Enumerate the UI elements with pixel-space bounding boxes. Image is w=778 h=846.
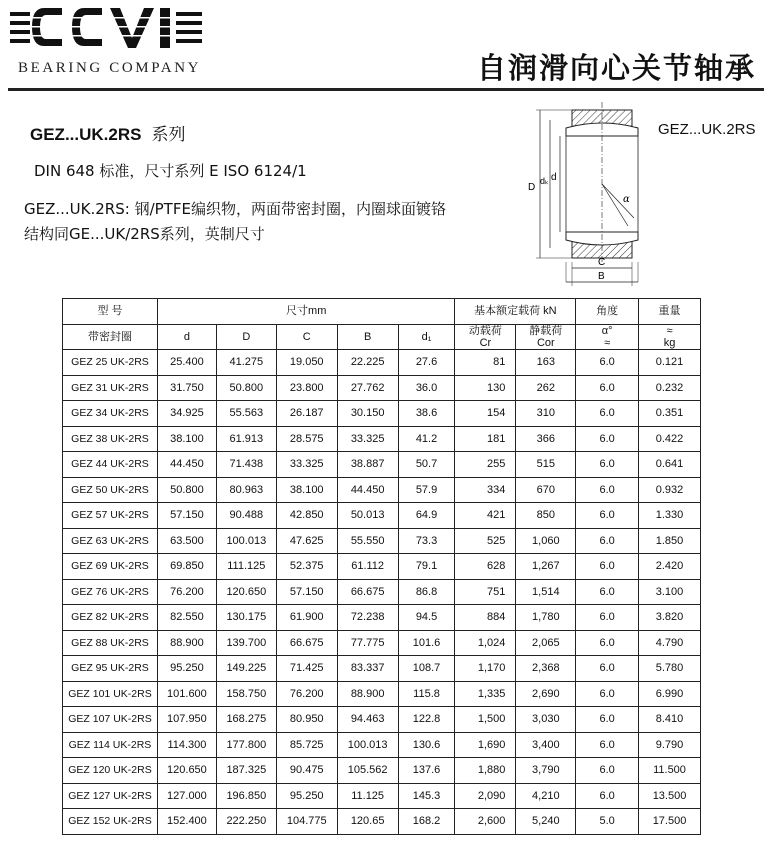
cell-weight: 0.351 xyxy=(639,401,701,427)
cell-weight: 13.500 xyxy=(639,783,701,809)
cell-angle: 5.0 xyxy=(576,809,639,835)
cell-model: GEZ 76 UK-2RS xyxy=(63,579,158,605)
cell-C: 104.775 xyxy=(276,809,337,835)
header-divider xyxy=(8,88,764,91)
label-D: D xyxy=(528,182,536,193)
cell-cr: 525 xyxy=(455,528,516,554)
cell-weight: 3.820 xyxy=(639,605,701,631)
cell-angle: 6.0 xyxy=(576,656,639,682)
cell-model: GEZ 34 UK-2RS xyxy=(63,401,158,427)
cell-d1: 36.0 xyxy=(398,375,455,401)
cell-weight: 2.420 xyxy=(639,554,701,580)
label-B: B xyxy=(598,271,605,282)
cell-cr: 130 xyxy=(455,375,516,401)
cell-D: 139.700 xyxy=(216,630,276,656)
cell-cr: 255 xyxy=(455,452,516,478)
cell-d1: 94.5 xyxy=(398,605,455,631)
cell-cor: 4,210 xyxy=(516,783,576,809)
cell-d1: 73.3 xyxy=(398,528,455,554)
cell-d: 120.650 xyxy=(157,758,216,784)
cell-cor: 1,514 xyxy=(516,579,576,605)
header-cr-symbol: Cr xyxy=(479,336,492,349)
cell-cr: 1,170 xyxy=(455,656,516,682)
cell-d: 76.200 xyxy=(157,579,216,605)
cell-weight: 11.500 xyxy=(639,758,701,784)
table-row xyxy=(63,503,701,529)
header-weight: 重量 xyxy=(639,299,701,325)
cell-angle: 6.0 xyxy=(576,401,639,427)
standard-line: DIN 648 标准，尺寸系列 E ISO 6124/1 xyxy=(34,162,307,180)
cell-B: 30.150 xyxy=(337,401,398,427)
cell-model: GEZ 114 UK-2RS xyxy=(63,732,158,758)
table-row xyxy=(63,809,701,835)
header-weight-approx: ≈ xyxy=(666,324,673,337)
cell-cr: 334 xyxy=(455,477,516,503)
cell-cor: 670 xyxy=(516,477,576,503)
cell-model: GEZ 25 UK-2RS xyxy=(63,350,158,376)
header-B: B xyxy=(337,324,398,350)
header-C: C xyxy=(276,324,337,350)
cell-D: 222.250 xyxy=(216,809,276,835)
cell-cor: 2,368 xyxy=(516,656,576,682)
cell-B: 105.562 xyxy=(337,758,398,784)
cell-weight: 3.100 xyxy=(639,579,701,605)
cell-model: GEZ 82 UK-2RS xyxy=(63,605,158,631)
cell-B: 38.887 xyxy=(337,452,398,478)
cell-B: 33.325 xyxy=(337,426,398,452)
cell-d: 101.600 xyxy=(157,681,216,707)
header-weight-kg: kg xyxy=(663,336,676,349)
cell-model: GEZ 38 UK-2RS xyxy=(63,426,158,452)
cell-d: 57.150 xyxy=(157,503,216,529)
header-static-load xyxy=(516,324,576,350)
cell-D: 177.800 xyxy=(216,732,276,758)
table-row xyxy=(63,732,701,758)
cell-weight: 6.990 xyxy=(639,681,701,707)
cell-d: 127.000 xyxy=(157,783,216,809)
cell-weight: 1.850 xyxy=(639,528,701,554)
cell-d1: 86.8 xyxy=(398,579,455,605)
cell-cr: 884 xyxy=(455,605,516,631)
series-code: GEZ...UK.2RS xyxy=(30,125,142,144)
cell-D: 158.750 xyxy=(216,681,276,707)
cell-cor: 1,780 xyxy=(516,605,576,631)
cell-model: GEZ 50 UK-2RS xyxy=(63,477,158,503)
cell-D: 71.438 xyxy=(216,452,276,478)
cell-angle: 6.0 xyxy=(576,528,639,554)
cell-cr: 2,600 xyxy=(455,809,516,835)
cell-model: GEZ 120 UK-2RS xyxy=(63,758,158,784)
cell-weight: 0.422 xyxy=(639,426,701,452)
cell-angle: 6.0 xyxy=(576,375,639,401)
cell-C: 26.187 xyxy=(276,401,337,427)
cell-cr: 181 xyxy=(455,426,516,452)
cell-angle: 6.0 xyxy=(576,605,639,631)
cell-model: GEZ 101 UK-2RS xyxy=(63,681,158,707)
cell-D: 50.800 xyxy=(216,375,276,401)
ccvi-logo xyxy=(10,4,220,50)
cell-B: 88.900 xyxy=(337,681,398,707)
cell-d1: 137.6 xyxy=(398,758,455,784)
table-row xyxy=(63,758,701,784)
cell-C: 66.675 xyxy=(276,630,337,656)
cell-cor: 515 xyxy=(516,452,576,478)
cell-model: GEZ 69 UK-2RS xyxy=(63,554,158,580)
cell-d1: 38.6 xyxy=(398,401,455,427)
cell-cr: 81 xyxy=(455,350,516,376)
cell-angle: 6.0 xyxy=(576,350,639,376)
cell-d1: 64.9 xyxy=(398,503,455,529)
series-suffix: 系列 xyxy=(151,125,186,145)
cell-weight: 8.410 xyxy=(639,707,701,733)
cell-B: 11.125 xyxy=(337,783,398,809)
cell-cr: 421 xyxy=(455,503,516,529)
cell-model: GEZ 57 UK-2RS xyxy=(63,503,158,529)
cell-cor: 3,030 xyxy=(516,707,576,733)
cell-cor: 3,400 xyxy=(516,732,576,758)
cell-d1: 115.8 xyxy=(398,681,455,707)
cell-cr: 2,090 xyxy=(455,783,516,809)
header-cor-symbol: Cor xyxy=(536,336,555,349)
cell-d: 50.800 xyxy=(157,477,216,503)
label-d: d xyxy=(551,172,557,183)
cell-D: 90.488 xyxy=(216,503,276,529)
table-row xyxy=(63,528,701,554)
specification-table-body xyxy=(63,350,701,835)
cell-angle: 6.0 xyxy=(576,503,639,529)
cell-cor: 1,060 xyxy=(516,528,576,554)
header-angle: 角度 xyxy=(576,299,639,325)
cell-d: 69.850 xyxy=(157,554,216,580)
cell-d: 63.500 xyxy=(157,528,216,554)
cell-d1: 79.1 xyxy=(398,554,455,580)
cell-D: 168.275 xyxy=(216,707,276,733)
header-size: 尺寸mm xyxy=(157,299,455,325)
cell-C: 61.900 xyxy=(276,605,337,631)
cell-weight: 0.641 xyxy=(639,452,701,478)
cell-cor: 2,690 xyxy=(516,681,576,707)
cell-C: 80.950 xyxy=(276,707,337,733)
header-angle-symbol: α° xyxy=(601,324,613,337)
cell-angle: 6.0 xyxy=(576,732,639,758)
table-row xyxy=(63,630,701,656)
cell-C: 90.475 xyxy=(276,758,337,784)
table-row xyxy=(63,656,701,682)
cell-model: GEZ 63 UK-2RS xyxy=(63,528,158,554)
cell-angle: 6.0 xyxy=(576,426,639,452)
cell-cr: 1,335 xyxy=(455,681,516,707)
table-row xyxy=(63,426,701,452)
cell-D: 130.175 xyxy=(216,605,276,631)
cell-cr: 1,880 xyxy=(455,758,516,784)
table-row xyxy=(63,707,701,733)
cell-d1: 108.7 xyxy=(398,656,455,682)
cell-B: 61.112 xyxy=(337,554,398,580)
cell-B: 83.337 xyxy=(337,656,398,682)
table-row xyxy=(63,579,701,605)
header-cr-label: 动载荷 xyxy=(468,324,502,337)
cell-cor: 1,267 xyxy=(516,554,576,580)
cell-d1: 101.6 xyxy=(398,630,455,656)
cell-d: 95.250 xyxy=(157,656,216,682)
cell-B: 77.775 xyxy=(337,630,398,656)
cell-C: 23.800 xyxy=(276,375,337,401)
description-line: GEZ...UK.2RS: 钢/PTFE编织物，两面带密封圈，内圈球面镀铬 xyxy=(24,200,446,218)
cell-d: 88.900 xyxy=(157,630,216,656)
cell-C: 19.050 xyxy=(276,350,337,376)
cell-cr: 751 xyxy=(455,579,516,605)
table-row xyxy=(63,605,701,631)
cell-cr: 1,690 xyxy=(455,732,516,758)
cell-cor: 2,065 xyxy=(516,630,576,656)
cell-C: 33.325 xyxy=(276,452,337,478)
cell-B: 50.013 xyxy=(337,503,398,529)
cell-model: GEZ 88 UK-2RS xyxy=(63,630,158,656)
header-sealed: 带密封圈 xyxy=(63,324,158,350)
cell-angle: 6.0 xyxy=(576,630,639,656)
series-heading xyxy=(30,120,185,145)
cell-B: 100.013 xyxy=(337,732,398,758)
cell-angle: 6.0 xyxy=(576,579,639,605)
cell-angle: 6.0 xyxy=(576,554,639,580)
cell-model: GEZ 127 UK-2RS xyxy=(63,783,158,809)
cell-d: 107.950 xyxy=(157,707,216,733)
cell-B: 44.450 xyxy=(337,477,398,503)
cell-d1: 168.2 xyxy=(398,809,455,835)
specification-table xyxy=(62,298,701,835)
cell-model: GEZ 107 UK-2RS xyxy=(63,707,158,733)
header-D: D xyxy=(216,324,276,350)
cell-cr: 1,500 xyxy=(455,707,516,733)
cell-d1: 145.3 xyxy=(398,783,455,809)
header-angle-unit xyxy=(576,324,639,350)
cell-d1: 50.7 xyxy=(398,452,455,478)
cell-B: 94.463 xyxy=(337,707,398,733)
cell-D: 41.275 xyxy=(216,350,276,376)
cell-cor: 850 xyxy=(516,503,576,529)
header-load: 基本额定载荷 kN xyxy=(455,299,576,325)
cell-C: 42.850 xyxy=(276,503,337,529)
label-alpha: α xyxy=(623,194,630,205)
cell-D: 149.225 xyxy=(216,656,276,682)
cell-cor: 3,790 xyxy=(516,758,576,784)
cell-weight: 17.500 xyxy=(639,809,701,835)
table-row xyxy=(63,350,701,376)
table-row xyxy=(63,477,701,503)
cell-model: GEZ 44 UK-2RS xyxy=(63,452,158,478)
cell-C: 38.100 xyxy=(276,477,337,503)
cell-D: 120.650 xyxy=(216,579,276,605)
cell-C: 71.425 xyxy=(276,656,337,682)
cell-d1: 57.9 xyxy=(398,477,455,503)
cell-B: 72.238 xyxy=(337,605,398,631)
cell-d: 25.400 xyxy=(157,350,216,376)
header-model: 型 号 xyxy=(63,299,158,325)
cell-D: 55.563 xyxy=(216,401,276,427)
cell-angle: 6.0 xyxy=(576,681,639,707)
cell-cr: 1,024 xyxy=(455,630,516,656)
table-row xyxy=(63,783,701,809)
cell-D: 100.013 xyxy=(216,528,276,554)
cell-B: 22.225 xyxy=(337,350,398,376)
cell-cor: 262 xyxy=(516,375,576,401)
cell-weight: 9.790 xyxy=(639,732,701,758)
cell-angle: 6.0 xyxy=(576,707,639,733)
cell-C: 76.200 xyxy=(276,681,337,707)
cell-d1: 27.6 xyxy=(398,350,455,376)
cell-weight: 0.932 xyxy=(639,477,701,503)
header-cor-label: 静载荷 xyxy=(529,324,563,337)
cell-C: 28.575 xyxy=(276,426,337,452)
header-d: d xyxy=(157,324,216,350)
cell-weight: 4.790 xyxy=(639,630,701,656)
cell-C: 85.725 xyxy=(276,732,337,758)
cell-d1: 130.6 xyxy=(398,732,455,758)
cell-d: 82.550 xyxy=(157,605,216,631)
cell-model: GEZ 31 UK-2RS xyxy=(63,375,158,401)
cell-cor: 366 xyxy=(516,426,576,452)
cell-d1: 122.8 xyxy=(398,707,455,733)
cell-cr: 154 xyxy=(455,401,516,427)
cell-weight: 0.121 xyxy=(639,350,701,376)
header-weight-unit xyxy=(639,324,701,350)
cell-B: 120.65 xyxy=(337,809,398,835)
cell-cr: 628 xyxy=(455,554,516,580)
cell-angle: 6.0 xyxy=(576,477,639,503)
cell-B: 55.550 xyxy=(337,528,398,554)
cell-C: 57.150 xyxy=(276,579,337,605)
cell-B: 27.762 xyxy=(337,375,398,401)
table-row xyxy=(63,401,701,427)
header-d1: d₁ xyxy=(398,324,455,350)
cell-weight: 0.232 xyxy=(639,375,701,401)
company-name: BEARING COMPANY xyxy=(18,60,202,76)
cell-D: 61.913 xyxy=(216,426,276,452)
label-C: C xyxy=(598,257,606,268)
cell-angle: 6.0 xyxy=(576,758,639,784)
header-dynamic-load xyxy=(455,324,516,350)
cell-D: 187.325 xyxy=(216,758,276,784)
cell-C: 52.375 xyxy=(276,554,337,580)
cell-d: 152.400 xyxy=(157,809,216,835)
page-title: 自润滑向心关节轴承 xyxy=(476,51,756,85)
cell-C: 95.250 xyxy=(276,783,337,809)
bearing-cross-section-diagram xyxy=(510,98,650,288)
table-row xyxy=(63,375,701,401)
cell-model: GEZ 95 UK-2RS xyxy=(63,656,158,682)
cell-d: 114.300 xyxy=(157,732,216,758)
cell-C: 47.625 xyxy=(276,528,337,554)
cell-d: 34.925 xyxy=(157,401,216,427)
cell-model: GEZ 152 UK-2RS xyxy=(63,809,158,835)
cell-d1: 41.2 xyxy=(398,426,455,452)
cell-B: 66.675 xyxy=(337,579,398,605)
cell-weight: 1.330 xyxy=(639,503,701,529)
cell-angle: 6.0 xyxy=(576,452,639,478)
cell-D: 196.850 xyxy=(216,783,276,809)
cell-d: 44.450 xyxy=(157,452,216,478)
header-angle-approx: ≈ xyxy=(604,336,611,349)
table-row xyxy=(63,452,701,478)
cell-cor: 163 xyxy=(516,350,576,376)
cell-cor: 5,240 xyxy=(516,809,576,835)
cell-D: 111.125 xyxy=(216,554,276,580)
cell-cor: 310 xyxy=(516,401,576,427)
table-row xyxy=(63,554,701,580)
label-dk: dₖ xyxy=(540,176,549,186)
cell-angle: 6.0 xyxy=(576,783,639,809)
table-row xyxy=(63,681,701,707)
cell-D: 80.963 xyxy=(216,477,276,503)
structure-line: 结构同GE...UK/2RS系列，英制尺寸 xyxy=(24,225,265,243)
cell-d: 38.100 xyxy=(157,426,216,452)
cell-weight: 5.780 xyxy=(639,656,701,682)
diagram-label: GEZ...UK.2RS xyxy=(658,121,756,138)
cell-d: 31.750 xyxy=(157,375,216,401)
